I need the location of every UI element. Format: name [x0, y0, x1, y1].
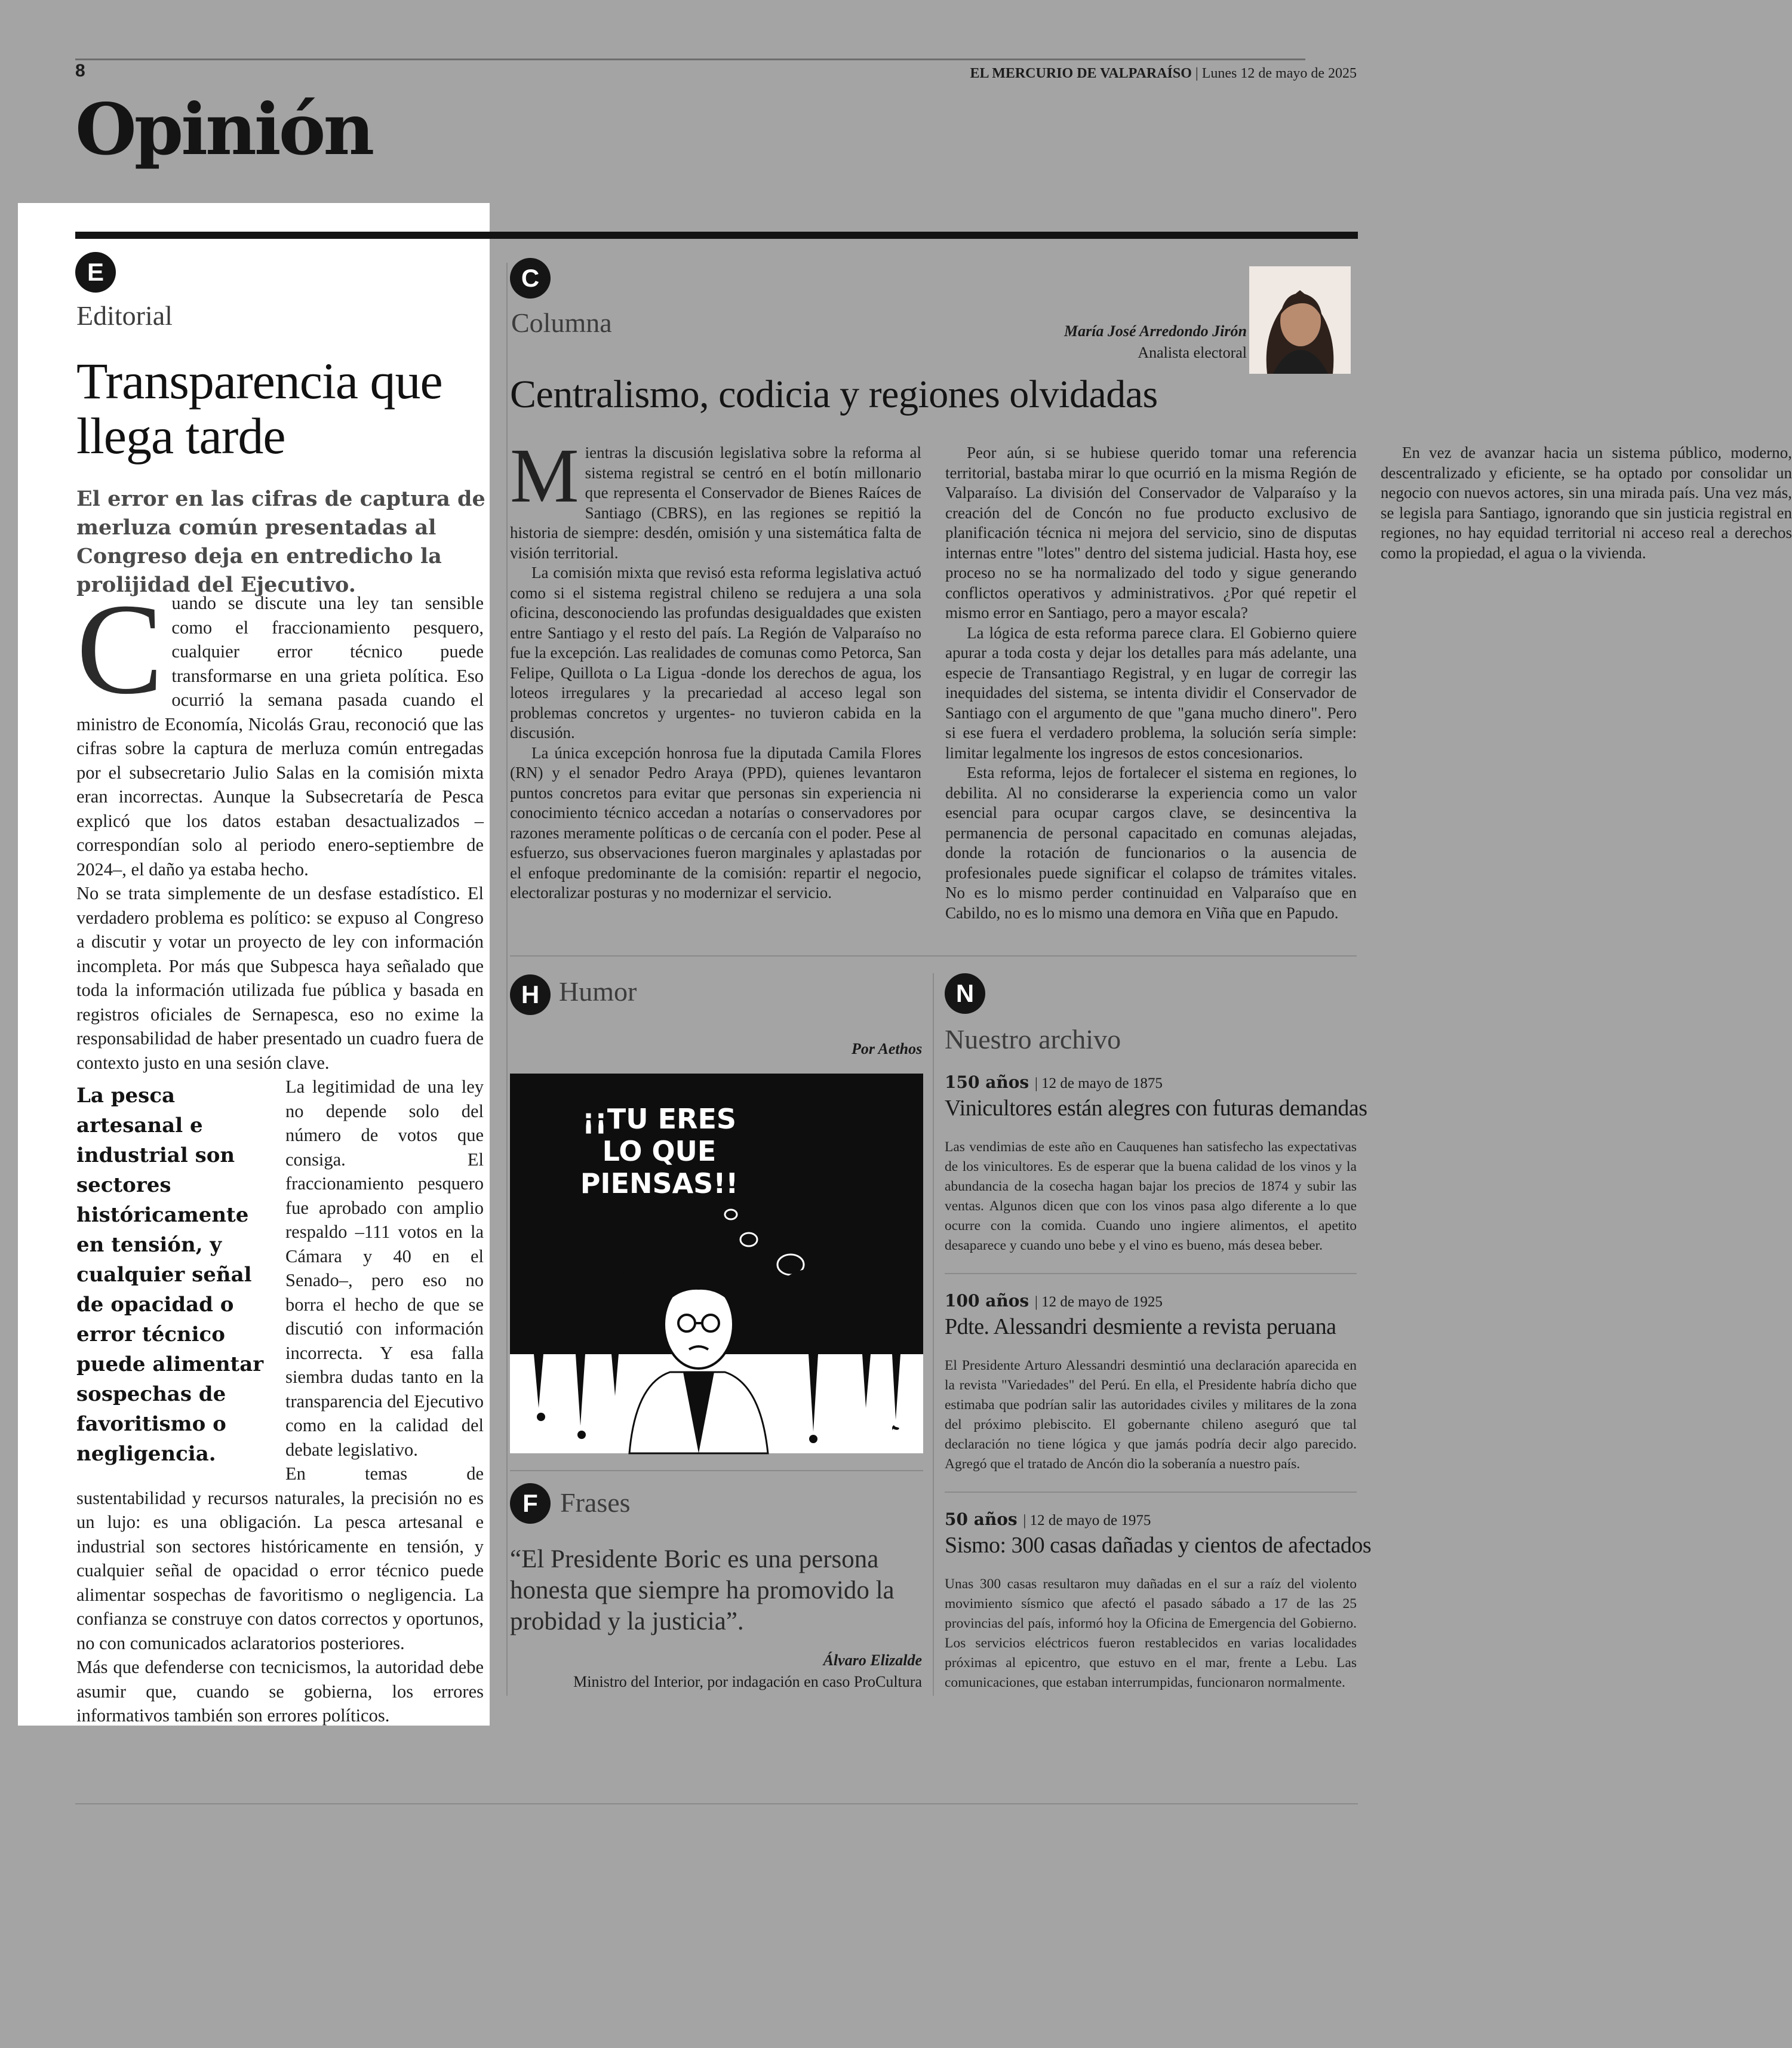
- archive-kicker: Nuestro archivo: [945, 1024, 1121, 1054]
- column-paragraph: Mientras la discusión legislativa sobre la reforma al sistema registral se centró en el botín millonario que representa el Conservador de Bienes Raíces de Santiago (CBRS), en las regiones se repitió la historia de siempre: desdén, omisión y una sistemática falta de visión territorial.: [510, 433, 921, 562]
- column-paragraph: Esta reforma, lejos de fortalecer el sistema en regiones, lo debilita. Al no considerarse la experiencia como un valor esencial para ocupar cargos clave, se desincentiva la permanencia de personal capacitado en comunas alejadas, donde la rotación de funcionarios o la ausencia de profesionales puede significar el colapso de trámites vitales. No es lo mismo perder continuidad en Valparaíso que en Cabildo, no es lo mismo una demora en Viña que en Papudo.: [945, 764, 1357, 922]
- cartoon-text-line: ¡¡TU ERES: [582, 1103, 737, 1135]
- humor-badge: H: [510, 974, 551, 1015]
- column-headline: Centralismo, codicia y regiones olvidadas: [510, 373, 1158, 416]
- archive-title: Vinicultores están alegres con futuras demandas: [945, 1096, 1367, 1121]
- archive-years: 50 años: [945, 1509, 1018, 1529]
- archive-badge: N: [945, 973, 985, 1014]
- column-kicker: Columna: [511, 307, 612, 338]
- editorial-paragraph: La legitimidad de una ley no depende solo del número de votos que consiga. El fraccionamiento pesquero fue aprobado con amplio respaldo –111 votos en la Cámara y 40 en el Senado–, pero eso no borra el hecho de que se discutió con información incorrecta. Y esa falla siembra dudas tanto en la transparencia del Ejecutivo como en la calidad del debate legislativo.: [285, 1077, 484, 1460]
- archive-body: El Presidente Arturo Alessandri desmintió una declaración aparecida en la revista "Variedades" del Perú. En ella, el Presidente habría dicho que estimaba que podrían salir las autoridades civiles y militares de la zona del próximo plebiscito. El gobernante chileno aseguró que tal declaración no tiene lógica y que jamás podría decir algo parecido. Agregó que el tratado de Ancón dio la soberanía a nuestro país.: [945, 1358, 1357, 1472]
- frases-quote: “El Presidente Boric es una persona honesta que siempre ha promovido la probidad y la justicia”.: [510, 1545, 895, 1635]
- editorial-paragraph: No se trata simplemente de un desfase estadístico. El verdadero problema es político: se expuso al Congreso a discutir y votar un proyecto de ley con información incompleta. Por más que Subpesca haya señalado que toda la información utilizada fue pública y basada en registros oficiales de Sernapesca, eso no exime la responsabilidad de haber presentado un cuadro fuera de contexto justo en una sesión clave.: [76, 883, 484, 1073]
- editorial-dropcap: C: [76, 577, 164, 721]
- section-title: Opinión: [75, 88, 373, 171]
- editorial-headline: Transparencia que llega tarde: [76, 352, 442, 465]
- cartoon-text-line: LO QUE: [602, 1135, 717, 1167]
- cartoon-signature: AETHOS: [832, 1418, 904, 1436]
- archive-date: 12 de mayo de 1975: [1029, 1512, 1151, 1529]
- column-paragraph: En vez de avanzar hacia un sistema público, moderno, descentralizado y eficiente, se ha optado por consolidar un negocio con nuevos actores, sin una mirada país. Una vez más, se legisla para Santiago, ignorando que sin justicia registral en regiones, no hay equidad territorial ni acceso real a derechos como la propiedad, el agua o la vivienda.: [1381, 444, 1792, 562]
- column-badge: C: [510, 258, 551, 299]
- frases-badge: F: [510, 1483, 551, 1524]
- column-paragraph: Peor aún, si se hubiese querido tomar una referencia territorial, bastaba mirar lo que ocurrió en la misma Región de Valparaíso. La división del Conservador de Valparaíso y la creación del de Concón no fue producto exclusivo de planificación técnica ni mejora del servicio, sino de disputas internas entre "lotes" dentro del sistema judicial. Hasta hoy, ese proceso no se ha normalizado del todo y sigue generando conflictos operativos y administrativos. ¿Por qué repetir el mismo error en Santiago, pero a mayor escala?: [945, 444, 1357, 622]
- archive-years: 100 años: [945, 1291, 1029, 1311]
- archive-body: Las vendimias de este año en Cauquenes han satisfecho las expectativas de los vinicultores. Es de esperar que la buena calidad de los vinos y la abundancia de la cosecha hagan bajar los precios de 1874 y subir las ventas. Algunos dicen que con los vinos pasa algo diferente a lo que ocurre con la comida. Cuando uno ingiere alimentos, el apetito desaparece y cuando uno bebe y el vino es bueno, más desea beber.: [945, 1139, 1357, 1253]
- column-bottom-rule: [510, 955, 1357, 957]
- humor-kicker: Humor: [559, 976, 637, 1007]
- humor-bottom-rule: [510, 1470, 923, 1471]
- column-paragraph: La comisión mixta que revisó esta reforma legislativa actuó como si el sistema registral chileno se redujera a una sola oficina, desconociendo las profundas desigualdades que existen entre Santiago y el resto del país. La Región de Valparaíso no fue la excepción. Las realidades de comunas como Petorca, San Felipe, Quillota o La Ligua -donde los derechos de agua, los loteos irregulares y la precariedad al acceso legal son problemas concretos y urgentes- no tuvieron cabida en la discusión.: [510, 564, 921, 742]
- column-divider: [506, 263, 508, 1696]
- archive-date: 12 de mayo de 1925: [1041, 1294, 1163, 1310]
- archive-body: Unas 300 casas resultaron muy dañadas en el sur a raíz del violento movimiento sísmico que afectó el pasado sábado a 17 de las 25 provincias del país, informó hoy la Oficina de Emergencia del Gobierno. Los servicios eléctricos fueron restablecidos en varias localidades próximas al epicentro, que estuvo en el mar, frente a Lebu. Las comunicaciones, que estaban interrumpidas, funcionaron normalmente.: [945, 1576, 1357, 1690]
- archive-rule: [945, 1273, 1357, 1274]
- page-number: 8: [75, 61, 85, 81]
- archive-item: 100 años | 12 de mayo de 1925 Pdte. Alessandri desmiente a revista peruana El Presidente Arturo Alessandri desmintió una declaración aparecida en la revista "Variedades" del Perú. En ella, el Presidente habría dicho que estimaba que podrían salir las autoridades civiles y militares de la zona del próximo plebiscito. El gobernante chileno aseguró que tal declaración no tiene lógica y que jamás podría decir algo parecido. Agregó que el tratado de Ancón dio la soberanía a nuestro país.: [945, 1291, 1357, 1474]
- frases-role: Ministro del Interior, por indagación en caso ProCultura: [573, 1673, 922, 1690]
- archive-years: 150 años: [945, 1072, 1029, 1092]
- editorial-pullquote: La pesca artesanal e industrial son sectores históricamente en tensión, y cualquier señal de opacidad o error técnico puede alimentar sospechas de favoritismo o negligencia.: [76, 1084, 264, 1466]
- archive-divider: [933, 973, 934, 1696]
- column-author-role: Analista electoral: [1138, 344, 1247, 361]
- humor-credit: Por Aethos: [852, 1040, 923, 1057]
- cartoon-illustration-icon: [510, 1074, 923, 1453]
- frases-kicker: Frases: [560, 1487, 631, 1518]
- humor-cartoon: [510, 1074, 923, 1453]
- top-rule: [75, 59, 1305, 60]
- cartoon-text-line: PIENSAS!!: [580, 1167, 739, 1200]
- author-photo: [1249, 266, 1351, 374]
- masthead: EL MERCURIO DE VALPARAÍSO | Lunes 12 de mayo de 2025: [970, 66, 1357, 81]
- publication-name: EL MERCURIO DE VALPARAÍSO: [970, 66, 1192, 81]
- editorial-paragraph: En temas de sustentabilidad y recursos naturales, la precisión no es un lujo: es una obligación. La pesca artesanal e industrial son sectores históricamente en tensión, y cualquier señal de opacidad o error técnico puede alimentar sospechas de favoritismo o negligencia. La confianza se construye con datos correctos y oportunos, no con comunicados aclaratorios posteriores.: [76, 1463, 484, 1653]
- column-dropcap: M: [510, 433, 579, 519]
- editorial-kicker: Editorial: [76, 300, 173, 331]
- archive-title: Sismo: 300 casas dañadas y cientos de afectados: [945, 1533, 1372, 1558]
- column-paragraph: La única excepción honrosa fue la diputada Camila Flores (RN) y el senador Pedro Araya (PPD), quienes levantaron puntos concretos para evitar que personas sin experiencia ni conocimiento técnico accedan a notarías o conservadores por razones meramente políticas o de cercanía con el poder. Pese al esfuerzo, sus observaciones fueron marginales y aplastadas por el enfoque predominante de la comisión: repartir el negocio, electoralizar posturas y no modernizar el servicio.: [510, 743, 921, 902]
- editorial-lead: El error en las cifras de captura de merluza común presentadas al Congreso deja en entredicho la prolijidad del Ejecutivo.: [76, 487, 485, 597]
- archive-rule: [945, 1492, 1357, 1493]
- column-author-name: María José Arredondo Jirón: [1063, 322, 1247, 340]
- editorial-badge: E: [75, 252, 116, 293]
- author-portrait-icon: [1249, 266, 1351, 374]
- archive-item: 50 años | 12 de mayo de 1975 Sismo: 300 casas dañadas y cientos de afectados Unas 300 casas resultaron muy dañadas en el sur a raíz del violento movimiento sísmico que afectó el pasado sábado a 17 de las 25 provincias del país, informó hoy la Oficina de Emergencia del Gobierno. Los servicios eléctricos fueron restablecidos en varias localidades próximas al epicentro, que estuvo en el mar, frente a Lebu. Las comunicaciones, que estaban interrumpidas, funcionaron normalmente.: [945, 1509, 1357, 1693]
- editorial-body: [76, 577, 484, 1728]
- column-body: [510, 433, 1792, 939]
- column-paragraph: La lógica de esta reforma parece clara. El Gobierno quiere apurar a toda costa y dejar los detalles para más adelante, una especie de Transantiago Registral, y en lugar de corregir las inequidades del sistema, se intenta dividir el Conservador de Santiago con el argumento de que "gana mucho dinero". Pero si ese fuera el verdadero problema, la solución sería simple: limitar legalmente los ingresos de estos concesionarios.: [945, 623, 1357, 762]
- frases-author: Álvaro Elizalde: [823, 1652, 922, 1669]
- bottom-rule: [75, 1803, 1358, 1804]
- editorial-paragraph: uando se discute una ley tan sensible como el fraccionamiento pesquero, cualquier error técnico puede transformarse en una grieta política. Eso ocurrió la semana pasada cuando el ministro de Economía, Nicolás Grau, reconoció que las cifras sobre la captura de merluza común entregadas por el subsecretario Julio Salas en la comisión mixta eran incorrectas. Aunque la Subsecretaría de Pesca explicó que los datos estaban desactualizados –correspondían solo al periodo enero-septiembre de 2024–, el daño ya estaba hecho.: [76, 593, 484, 880]
- publication-date: Lunes 12 de mayo de 2025: [1201, 66, 1357, 81]
- archive-item: 150 años | 12 de mayo de 1875 Vinicultores están alegres con futuras demandas Las vendimias de este año en Cauquenes han satisfecho las expectativas de los vinicultores. Es de esperar que la buena calidad de los vinos y la abundancia de la cosecha hagan bajar los precios de 1874 y subir las ventas. Algunos dicen que con los vinos pasa algo diferente a lo que ocurre con la comida. Cuando uno ingiere alimentos, el apetito desaparece y cuando uno bebe y el vino es bueno, más desea beber.: [945, 1072, 1357, 1256]
- section-rule: [75, 232, 1358, 239]
- archive-date: 12 de mayo de 1875: [1041, 1075, 1163, 1091]
- editorial-paragraph: Más que defenderse con tecnicismos, la autoridad debe asumir que, cuando se gobierna, los errores informativos también son errores políticos.: [76, 1657, 484, 1726]
- archive-title: Pdte. Alessandri desmiente a revista peruana: [945, 1314, 1336, 1339]
